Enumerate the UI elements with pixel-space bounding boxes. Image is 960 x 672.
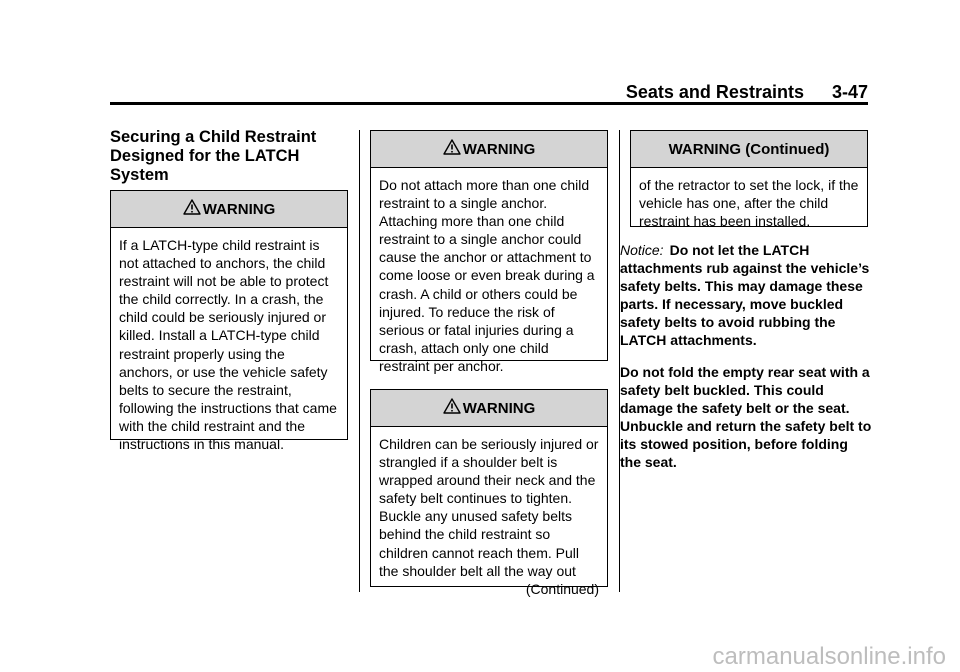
notice-label: Notice: [620,242,664,258]
warning-text: Children can be seriously injured or strangled if a shoulder belt is wrapped around their neck and the safety belt continues to tighten. Buckle any unused safety belts behind the child restraint so children cannot reach them. Pull the shoulder belt all the way out [379,436,599,579]
warning-box-latch-attach [110,190,348,453]
warning-box-continued [630,130,868,230]
header-title: Seats and Restraints [625,82,804,102]
fold-seat-paragraph: Do not fold the empty rear seat with a safety belt buckled. This could damage the safety belt or the seat. Unbuckle and return the safety belt to its stowed position, before folding the seat. [620,364,872,470]
warning-triangle-icon [443,398,461,414]
warning-triangle-icon [183,199,201,215]
warning-body: If a LATCH-type child restraint is not attached to anchors, the child restraint will not be able to protect the child correctly. In a crash, the child could be seriously injured or killed. Install a LATCH-type child restraint properly using the anchors, or use the vehicle safety belts to secure the restraint, following the instructions that came with the child restraint and the instructions in this manual. [119,237,337,453]
header-rule [110,102,868,105]
warning-title: WARNING [202,200,276,218]
warning-box-shoulder-belt [370,389,608,597]
warning-body: Do not attach more than one child restraint to a single anchor. Attaching more than one child restraint to a single anchor could cause the anchor or attachment to come loose or even break during a crash. A child or others could be injured. To reduce the risk of serious or fatal injuries during a crash, attach only one child restraint per anchor. [379,177,595,374]
notice-text: Do not let the LATCH attachments rub against the vehicle’s safety belts. This may damage these parts. If necessary, move buckled safety belts to avoid rubbing the LATCH attachments. [620,242,870,348]
page-header [110,80,868,104]
continued-label: (Continued) [525,580,599,597]
column-divider-right [619,130,620,592]
warning-box-single-anchor [370,130,608,374]
warning-title: WARNING (Continued) [668,140,830,158]
notice-paragraph [620,241,872,349]
warning-header [371,131,607,168]
watermark: carmanualsonline.info [712,643,946,670]
warning-header [111,191,347,228]
warning-body: of the retractor to set the lock, if the vehicle has one, after the child restraint has been installed. [639,177,859,230]
page-number: 3-47 [831,82,868,102]
warning-title: WARNING [462,140,536,158]
warning-header [631,131,867,168]
warning-triangle-icon [443,139,461,155]
warning-title: WARNING [462,399,536,417]
warning-header [371,390,607,427]
warning-body [371,427,607,606]
section-heading: Securing a Child Restraint Designed for the LATCH System [110,128,317,184]
column-divider-left [359,130,360,592]
